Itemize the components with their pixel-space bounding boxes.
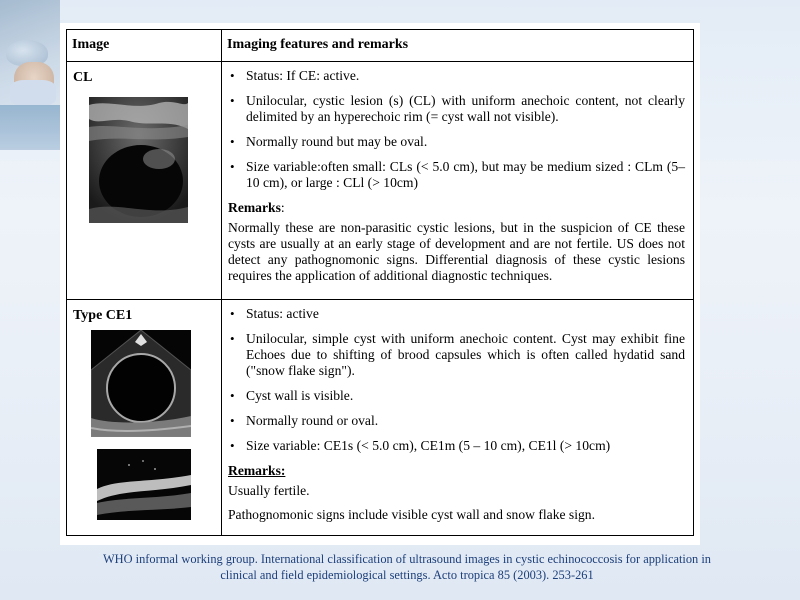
list-item: • Unilocular, simple cyst with uniform anechoic content. Cyst may exhibit fine Echoes due to shifting of brood capsules which is often called hydatid sand ("snow flake sign").: [228, 331, 685, 379]
table-row-cl: [67, 62, 694, 300]
row-label-cl: CL: [73, 70, 93, 85]
surgical-gown: [0, 105, 60, 150]
ce1-remarks-text-2: Pathognomonic signs include visible cyst wall and snow flake sign.: [228, 507, 595, 522]
header-image: Image: [67, 30, 222, 62]
slide-content-panel: [60, 23, 700, 545]
cl-remarks-heading: [228, 200, 685, 216]
ce1-ultrasound-image-top: [91, 330, 191, 437]
citation-line-2: clinical and field epidemiological settings. Acto tropica 85 (2003). 253-261: [220, 568, 594, 582]
row-label-ce1: Type CE1: [73, 308, 133, 323]
list-item: • Status: If CE: active.: [228, 68, 685, 84]
cl-remarks-text: Normally these are non-parasitic cystic lesions, but in the suspicion of CE these cysts are usually at an early stage of development and are not fertile. US does not detect any pathognomonic signs. Differential diagnosis of these cystic lesions requires the application of additional diagnostic techniques.: [228, 220, 685, 283]
list-item: • Unilocular, cystic lesion (s) (CL) with uniform anechoic content, not clearly delimited by an hyperechoic rim (= cyst wall not visible).: [228, 93, 685, 125]
cl-image-cell: [67, 62, 222, 300]
cl-features-cell: [222, 62, 694, 300]
citation-caption: [62, 551, 752, 583]
cl-ultrasound-image: [89, 97, 188, 223]
list-item: • Size variable: CE1s (< 5.0 cm), CE1m (5 – 10 cm), CE1l (> 10cm): [228, 438, 685, 454]
list-item: • Cyst wall is visible.: [228, 388, 685, 404]
header-features: Imaging features and remarks: [222, 30, 694, 62]
classification-table: [66, 29, 694, 536]
list-item: • Normally round or oval.: [228, 413, 685, 429]
ce1-ultrasound-image-bottom: [97, 449, 191, 520]
surgeon-background-photo: [0, 0, 60, 150]
ce1-features-cell: [222, 300, 694, 536]
ce1-remarks-label: Remarks:: [228, 463, 286, 478]
cl-remarks-colon: :: [280, 200, 285, 215]
table-header-row: [67, 30, 694, 62]
list-item: • Normally round but may be oval.: [228, 134, 685, 150]
ce1-image-cell: [67, 300, 222, 536]
surgical-mask: [10, 80, 56, 106]
citation-line-1: WHO informal working group. International classification of ultrasound images in cystic echinococcosis for application in: [102, 552, 711, 566]
ce1-feature-list: [228, 306, 685, 454]
ce1-remarks-text-1: Usually fertile.: [228, 483, 310, 498]
cl-feature-list: [228, 68, 685, 191]
list-item: • Size variable:often small: CLs (< 5.0 cm), but may be medium sized : CLm (5–10 cm), or large : CLl (> 10cm): [228, 159, 685, 191]
cl-remarks-label: Remarks: [228, 200, 281, 215]
list-item: • Status: active: [228, 306, 685, 322]
table-row-ce1: [67, 300, 694, 536]
